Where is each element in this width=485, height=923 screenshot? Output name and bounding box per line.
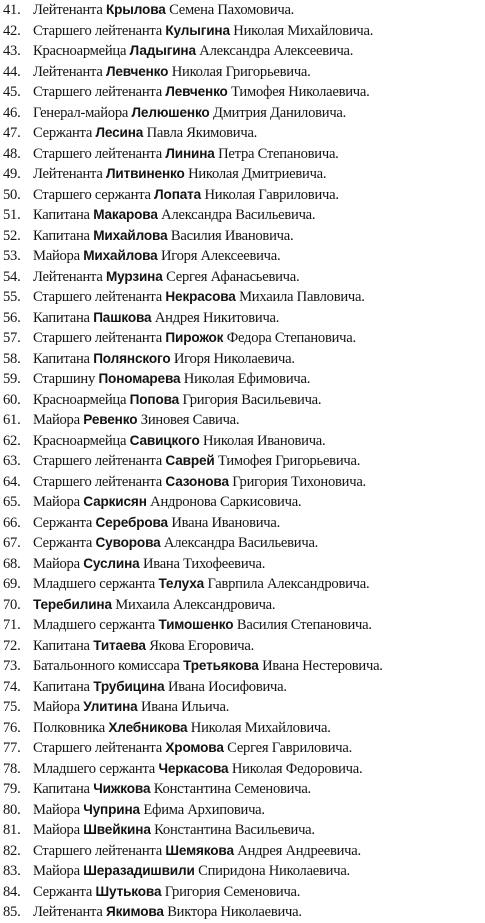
list-item bbox=[3, 841, 481, 862]
list-item bbox=[3, 103, 481, 124]
entry-text bbox=[33, 595, 481, 616]
entry-surname: Лопата bbox=[154, 186, 202, 202]
entry-number: 67. bbox=[3, 535, 21, 551]
entry-surname: Левченко bbox=[105, 63, 169, 79]
entry-number: 77. bbox=[3, 740, 21, 756]
entry-rank: Красноармейца bbox=[33, 43, 127, 59]
entry-number: 82. bbox=[3, 842, 21, 859]
entry-rank: Лейтенанта bbox=[33, 2, 103, 18]
entry-number: 83. bbox=[3, 863, 21, 879]
entry-number: 73. bbox=[3, 658, 21, 674]
entry-text bbox=[33, 554, 481, 575]
entry-given-names: Федора Степановича. bbox=[226, 330, 356, 346]
entry-text bbox=[33, 779, 481, 800]
entry-text bbox=[33, 308, 481, 329]
entry-number: 69. bbox=[3, 576, 21, 592]
entry-text bbox=[33, 431, 481, 452]
entry-number: 80. bbox=[3, 801, 21, 818]
entry-surname: Литвиненко bbox=[105, 166, 185, 181]
entry-rank: Майора bbox=[33, 863, 80, 879]
entry-number: 54. bbox=[3, 268, 21, 285]
entry-surname: Шутькова bbox=[95, 883, 162, 899]
list-item bbox=[3, 0, 481, 21]
entry-rank: Лейтенанта bbox=[33, 63, 103, 80]
entry-surname: Хлебникова bbox=[108, 719, 188, 735]
list-item bbox=[3, 636, 481, 657]
entry-surname: Некрасова bbox=[165, 289, 236, 304]
entry-rank: Старшего лейтенанта bbox=[33, 84, 162, 100]
entry-given-names: Василия Степановича. bbox=[236, 617, 372, 633]
entry-surname: Якимова bbox=[105, 904, 164, 919]
entry-number: 85. bbox=[3, 904, 21, 920]
entry-given-names: Якова Егоровича. bbox=[149, 637, 255, 654]
list-item bbox=[3, 574, 481, 595]
entry-surname: Тимошенко bbox=[158, 617, 234, 632]
entry-surname: Лелюшенко bbox=[131, 104, 210, 120]
entry-rank: Сержанта bbox=[33, 125, 93, 141]
entry-rank: Старшего лейтенанта bbox=[33, 473, 162, 490]
list-item bbox=[3, 246, 481, 267]
list-item bbox=[3, 451, 481, 472]
entry-given-names: Александра Васильевича. bbox=[161, 207, 316, 223]
entry-text bbox=[33, 103, 481, 124]
entry-given-names: Игоря Алексеевича. bbox=[160, 248, 281, 264]
entry-surname: Лесина bbox=[95, 125, 144, 140]
entry-surname: Пашкова bbox=[93, 309, 152, 325]
entry-rank: Майора bbox=[33, 801, 80, 818]
entry-rank: Майора bbox=[33, 699, 80, 715]
entry-given-names: Ефима Архиповича. bbox=[143, 801, 265, 818]
entry-number: 41. bbox=[3, 2, 21, 18]
entry-given-names: Ивана Тихофеевича. bbox=[142, 555, 266, 572]
entry-rank: Капитана bbox=[33, 207, 90, 223]
entry-rank: Старшего лейтенанта bbox=[33, 22, 162, 39]
entry-given-names: Василия Ивановича. bbox=[170, 227, 294, 244]
entry-number: 70. bbox=[3, 596, 21, 613]
entry-surname: Чижкова bbox=[93, 781, 151, 796]
entry-surname: Черкасова bbox=[158, 760, 229, 776]
list-item bbox=[3, 861, 481, 882]
entry-given-names: Григория Васильевича. bbox=[182, 391, 322, 408]
entry-rank: Майора bbox=[33, 822, 80, 838]
entry-rank: Генерал-майора bbox=[33, 104, 129, 121]
entry-number: 65. bbox=[3, 494, 21, 510]
entry-text bbox=[33, 718, 481, 739]
entry-number: 52. bbox=[3, 227, 21, 244]
entry-rank: Капитана bbox=[33, 781, 90, 797]
entry-surname: Мурзина bbox=[105, 268, 163, 284]
entry-rank: Майора bbox=[33, 248, 80, 264]
entry-number: 76. bbox=[3, 719, 21, 736]
entry-rank: Старшего лейтенанта bbox=[33, 330, 162, 346]
list-item bbox=[3, 205, 481, 226]
entry-given-names: Ивана Ильича. bbox=[140, 699, 230, 715]
entry-given-names: Сергея Гавриловича. bbox=[227, 740, 353, 756]
entry-number: 46. bbox=[3, 104, 21, 121]
list-item bbox=[3, 533, 481, 554]
entry-given-names: Дмитрия Даниловича. bbox=[212, 104, 347, 121]
list-item bbox=[3, 328, 481, 349]
entry-surname: Телуха bbox=[158, 576, 205, 591]
entry-number: 63. bbox=[3, 453, 21, 469]
entry-text bbox=[33, 472, 481, 493]
entry-given-names: Николая Ефимовича. bbox=[183, 371, 311, 387]
entry-given-names: Игоря Николаевича. bbox=[173, 350, 295, 367]
award-list bbox=[3, 0, 481, 923]
entry-given-names: Гаврпила Александровича. bbox=[207, 576, 370, 592]
entry-text bbox=[33, 882, 481, 903]
entry-surname: Пирожок bbox=[165, 330, 224, 345]
entry-given-names: Григория Тихоновича. bbox=[232, 473, 366, 490]
list-item bbox=[3, 656, 481, 677]
entry-text bbox=[33, 123, 481, 144]
entry-number: 50. bbox=[3, 186, 21, 203]
entry-number: 61. bbox=[3, 412, 21, 428]
list-item bbox=[3, 62, 481, 83]
entry-surname: Пономарева bbox=[98, 371, 181, 386]
entry-surname: Суворова bbox=[95, 535, 161, 550]
entry-number: 47. bbox=[3, 125, 21, 141]
entry-rank: Старшего лейтенанта bbox=[33, 145, 162, 162]
entry-number: 53. bbox=[3, 248, 21, 264]
entry-surname: Хромова bbox=[165, 740, 224, 755]
entry-given-names: Андрея Никитовича. bbox=[154, 309, 280, 326]
entry-text bbox=[33, 164, 481, 185]
entry-text bbox=[33, 574, 481, 595]
list-item bbox=[3, 267, 481, 288]
list-item bbox=[3, 123, 481, 144]
list-item bbox=[3, 144, 481, 165]
entry-rank: Майора bbox=[33, 412, 80, 428]
entry-given-names: Николая Григорьевича. bbox=[171, 63, 311, 80]
entry-number: 56. bbox=[3, 309, 21, 326]
list-item bbox=[3, 369, 481, 390]
list-item bbox=[3, 677, 481, 698]
entry-number: 43. bbox=[3, 43, 21, 59]
entry-number: 49. bbox=[3, 166, 21, 182]
entry-number: 71. bbox=[3, 617, 21, 633]
entry-number: 75. bbox=[3, 699, 21, 715]
entry-text bbox=[33, 369, 481, 390]
entry-text bbox=[33, 615, 481, 636]
entry-given-names: Михаила Александровича. bbox=[115, 596, 276, 613]
entry-surname: Попова bbox=[129, 391, 180, 407]
entry-text bbox=[33, 144, 481, 165]
entry-number: 66. bbox=[3, 514, 21, 531]
entry-given-names: Андронова Саркисовича. bbox=[150, 494, 302, 510]
entry-number: 48. bbox=[3, 145, 21, 162]
entry-given-names: Николая Михайловича. bbox=[233, 22, 374, 39]
entry-surname: Левченко bbox=[165, 84, 228, 99]
entry-given-names: Сергея Афанасьевича. bbox=[166, 268, 300, 285]
entry-rank: Младшего сержанта bbox=[33, 760, 156, 777]
entry-given-names: Константина Семеновича. bbox=[153, 781, 311, 797]
entry-rank: Капитана bbox=[33, 227, 90, 244]
entry-rank: Сержанта bbox=[33, 535, 93, 551]
entry-number: 84. bbox=[3, 883, 21, 900]
entry-given-names: Ивана Иосифовича. bbox=[167, 678, 287, 695]
entry-given-names: Александра Алексеевича. bbox=[199, 43, 354, 59]
entry-rank: Капитана bbox=[33, 309, 90, 326]
entry-number: 78. bbox=[3, 760, 21, 777]
entry-surname: Сазонова bbox=[165, 473, 229, 489]
entry-text bbox=[33, 62, 481, 83]
entry-text bbox=[33, 0, 481, 21]
entry-given-names: Григория Семеновича. bbox=[164, 883, 301, 900]
entry-rank: Младшего сержанта bbox=[33, 617, 156, 633]
entry-surname: Третьякова bbox=[183, 658, 259, 673]
entry-number: 51. bbox=[3, 207, 21, 223]
entry-given-names: Николая Гавриловича. bbox=[204, 186, 339, 203]
list-item bbox=[3, 554, 481, 575]
entry-rank: Старшего лейтенанта bbox=[33, 842, 162, 859]
entry-rank: Старшего лейтенанта bbox=[33, 740, 162, 756]
entry-number: 45. bbox=[3, 84, 21, 100]
entry-rank: Батальонного комиссара bbox=[33, 658, 180, 674]
list-item bbox=[3, 287, 481, 308]
entry-rank: Красноармейца bbox=[33, 391, 127, 408]
entry-given-names: Николая Михайловича. bbox=[190, 719, 331, 736]
list-item bbox=[3, 349, 481, 370]
list-item bbox=[3, 513, 481, 534]
entry-surname: Саврей bbox=[165, 453, 215, 468]
entry-rank: Старшего лейтенанта bbox=[33, 453, 162, 469]
entry-text bbox=[33, 328, 481, 349]
entry-given-names: Виктора Николаевича. bbox=[167, 904, 302, 920]
list-item bbox=[3, 308, 481, 329]
entry-surname: Макарова bbox=[93, 207, 158, 222]
list-item bbox=[3, 41, 481, 62]
entry-number: 74. bbox=[3, 678, 21, 695]
entry-text bbox=[33, 759, 481, 780]
entry-given-names: Константина Васильевича. bbox=[154, 822, 315, 838]
entry-rank: Майора bbox=[33, 555, 80, 572]
entry-text bbox=[33, 697, 481, 718]
entry-number: 55. bbox=[3, 289, 21, 305]
entry-text bbox=[33, 410, 481, 431]
entry-given-names: Тимофея Григорьевича. bbox=[218, 453, 361, 469]
entry-given-names: Николая Ивановича. bbox=[203, 432, 326, 449]
entry-text bbox=[33, 492, 481, 513]
list-item bbox=[3, 185, 481, 206]
entry-text bbox=[33, 41, 481, 62]
entry-surname: Михайлова bbox=[83, 248, 158, 263]
entry-given-names: Тимофея Николаевича. bbox=[231, 84, 370, 100]
entry-text bbox=[33, 349, 481, 370]
entry-text bbox=[33, 800, 481, 821]
entry-number: 81. bbox=[3, 822, 21, 838]
list-item bbox=[3, 697, 481, 718]
entry-rank: Сержанта bbox=[33, 514, 93, 531]
entry-rank: Сержанта bbox=[33, 883, 93, 900]
entry-given-names: Петра Степановича. bbox=[218, 145, 339, 162]
list-item bbox=[3, 615, 481, 636]
list-item bbox=[3, 902, 481, 923]
entry-surname: Полянского bbox=[93, 350, 171, 366]
list-item bbox=[3, 738, 481, 759]
entry-number: 42. bbox=[3, 22, 21, 39]
entry-number: 79. bbox=[3, 781, 21, 797]
list-item bbox=[3, 21, 481, 42]
entry-text bbox=[33, 841, 481, 862]
list-item bbox=[3, 492, 481, 513]
entry-text bbox=[33, 451, 481, 472]
entry-rank: Лейтенанта bbox=[33, 904, 103, 920]
entry-surname: Суслина bbox=[83, 555, 140, 571]
entry-surname: Трубицина bbox=[93, 678, 165, 694]
entry-text bbox=[33, 226, 481, 247]
entry-number: 60. bbox=[3, 391, 21, 408]
entry-given-names: Михаила Павловича. bbox=[239, 289, 365, 305]
entry-given-names: Николая Дмитриевича. bbox=[188, 166, 327, 182]
entry-surname: Шемякова bbox=[165, 842, 234, 858]
entry-text bbox=[33, 185, 481, 206]
entry-rank: Капитана bbox=[33, 350, 90, 367]
entry-text bbox=[33, 390, 481, 411]
entry-text bbox=[33, 533, 481, 554]
list-item bbox=[3, 410, 481, 431]
entry-rank: Лейтенанта bbox=[33, 166, 103, 182]
entry-surname: Чуприна bbox=[83, 801, 140, 817]
list-item bbox=[3, 882, 481, 903]
entry-rank: Красноармейца bbox=[33, 432, 127, 449]
entry-text bbox=[33, 902, 481, 923]
entry-surname: Ревенко bbox=[83, 412, 138, 427]
entry-surname: Теребилина bbox=[33, 596, 112, 612]
entry-surname: Саркисян bbox=[83, 494, 147, 509]
list-item bbox=[3, 82, 481, 103]
entry-rank: Лейтенанта bbox=[33, 268, 103, 285]
list-item bbox=[3, 718, 481, 739]
entry-number: 72. bbox=[3, 637, 21, 654]
list-item bbox=[3, 820, 481, 841]
entry-surname: Шеразадишвили bbox=[83, 863, 195, 878]
entry-text bbox=[33, 267, 481, 288]
entry-given-names: Семена Пахомовича. bbox=[169, 2, 295, 18]
entry-text bbox=[33, 820, 481, 841]
entry-surname: Савицкого bbox=[129, 432, 200, 448]
entry-text bbox=[33, 21, 481, 42]
entry-given-names: Ивана Нестеровича. bbox=[262, 658, 383, 674]
entry-number: 58. bbox=[3, 350, 21, 367]
list-item bbox=[3, 595, 481, 616]
entry-number: 64. bbox=[3, 473, 21, 490]
entry-surname: Крылова bbox=[105, 2, 166, 17]
entry-rank: Старшего сержанта bbox=[33, 186, 151, 203]
entry-text bbox=[33, 677, 481, 698]
entry-given-names: Павла Якимовича. bbox=[146, 125, 258, 141]
entry-text bbox=[33, 513, 481, 534]
list-item bbox=[3, 390, 481, 411]
entry-given-names: Николая Федоровича. bbox=[231, 760, 363, 777]
entry-text bbox=[33, 656, 481, 677]
list-item bbox=[3, 472, 481, 493]
entry-surname: Титаева bbox=[93, 637, 146, 653]
entry-given-names: Спиридона Николаевича. bbox=[198, 863, 350, 879]
entry-surname: Сереброва bbox=[95, 514, 168, 530]
entry-given-names: Зиновея Савича. bbox=[140, 412, 240, 428]
entry-surname: Швейкина bbox=[83, 822, 151, 837]
entry-surname: Михайлова bbox=[93, 227, 168, 243]
list-item bbox=[3, 779, 481, 800]
entry-number: 68. bbox=[3, 555, 21, 572]
entry-text bbox=[33, 861, 481, 882]
entry-number: 62. bbox=[3, 432, 21, 449]
entry-text bbox=[33, 82, 481, 103]
entry-rank: Младшего сержанта bbox=[33, 576, 156, 592]
list-item bbox=[3, 800, 481, 821]
entry-rank: Майора bbox=[33, 494, 80, 510]
entry-given-names: Андрея Андреевича. bbox=[237, 842, 361, 859]
list-item bbox=[3, 226, 481, 247]
entry-number: 44. bbox=[3, 63, 21, 80]
entry-rank: Полковника bbox=[33, 719, 105, 736]
entry-text bbox=[33, 636, 481, 657]
entry-text bbox=[33, 246, 481, 267]
entry-rank: Капитана bbox=[33, 637, 90, 654]
entry-text bbox=[33, 287, 481, 308]
entry-surname: Линина bbox=[165, 145, 215, 161]
entry-number: 57. bbox=[3, 330, 21, 346]
entry-number: 59. bbox=[3, 371, 21, 387]
entry-surname: Кулыгина bbox=[165, 22, 230, 38]
entry-surname: Улитина bbox=[83, 699, 138, 714]
list-item bbox=[3, 164, 481, 185]
entry-rank: Старшего лейтенанта bbox=[33, 289, 162, 305]
entry-rank: Старшину bbox=[33, 371, 96, 387]
list-item bbox=[3, 759, 481, 780]
entry-surname: Ладыгина bbox=[129, 43, 196, 58]
entry-given-names: Александра Васильевича. bbox=[163, 535, 319, 551]
entry-given-names: Ивана Ивановича. bbox=[171, 514, 280, 531]
entry-text bbox=[33, 205, 481, 226]
entry-rank: Капитана bbox=[33, 678, 90, 695]
entry-text bbox=[33, 738, 481, 759]
list-item bbox=[3, 431, 481, 452]
